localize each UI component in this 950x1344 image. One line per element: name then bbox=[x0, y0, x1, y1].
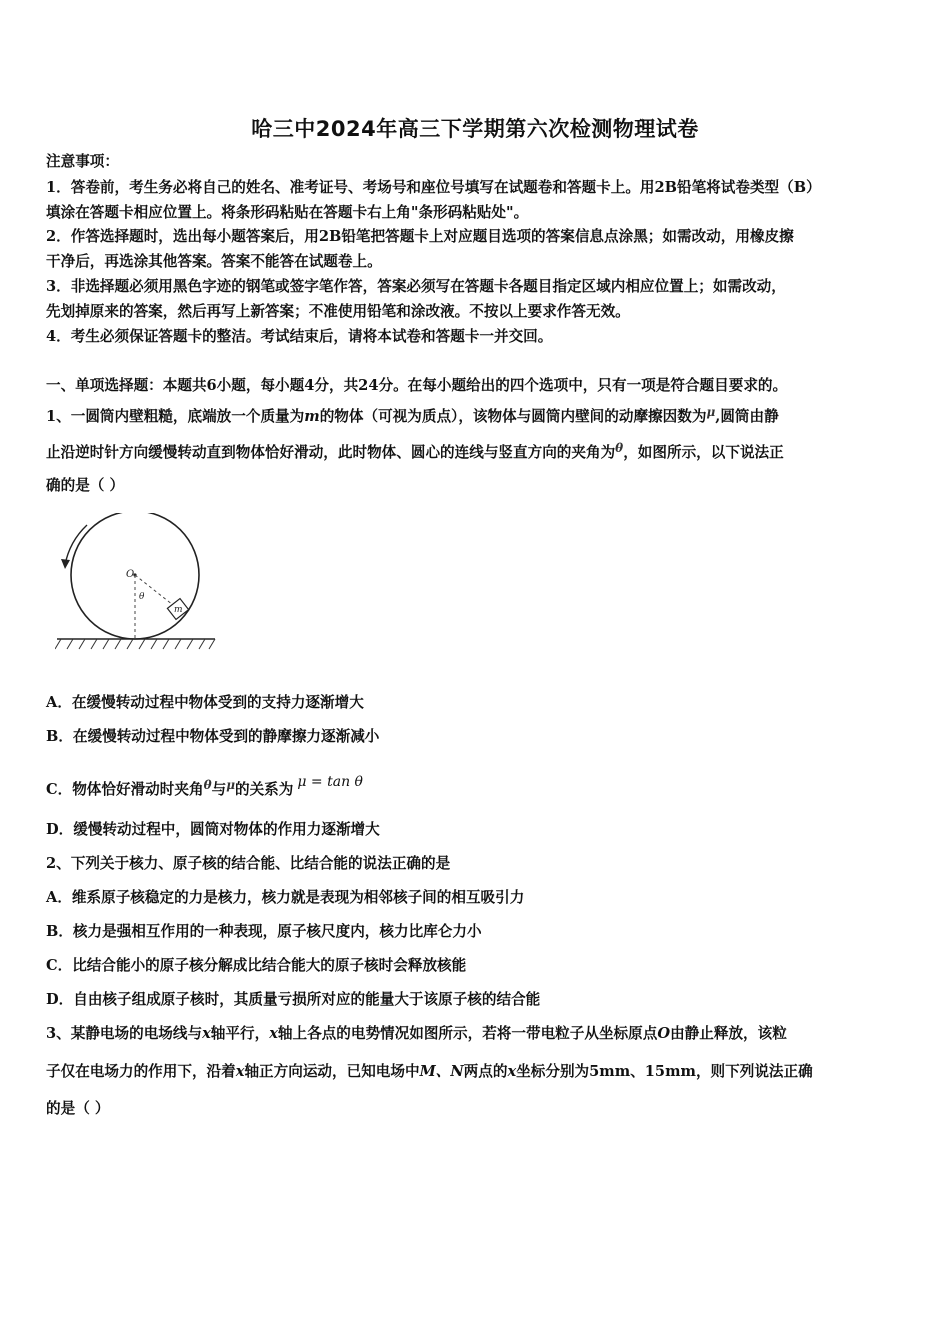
cylinder-figure bbox=[55, 513, 225, 653]
label-O: O bbox=[126, 569, 135, 580]
q2-option-c: C．比结合能小的原子核分解成比结合能大的原子核时会释放核能 bbox=[46, 957, 467, 974]
notice-line: 填涂在答题卡相应位置上。将条形码粘贴在答题卡右上角"条形码粘贴处"。 bbox=[46, 204, 529, 221]
stem-text: 轴正方向运动，已知电场中 bbox=[244, 1063, 420, 1080]
formula: μ = tan θ bbox=[297, 774, 363, 790]
stem-text: ,圆筒由静 bbox=[715, 408, 779, 425]
question-1-stem bbox=[46, 439, 784, 462]
symbol-O: O bbox=[657, 1025, 671, 1042]
symbol-x: x bbox=[202, 1025, 211, 1042]
symbol-theta: θ bbox=[615, 441, 624, 455]
stem-text: ，如图所示，以下说法正 bbox=[623, 444, 784, 461]
notice-line: 4．考生必须保证答题卡的整洁。考试结束后，请将本试卷和答题卡一并交回。 bbox=[46, 328, 553, 345]
q1-option-d: D．缓慢转动过程中，圆筒对物体的作用力逐渐增大 bbox=[46, 821, 380, 838]
symbol-m: m bbox=[304, 408, 320, 425]
question-3-stem: 的是（ ） bbox=[46, 1100, 110, 1117]
q1-option-b: B．在缓慢转动过程中物体受到的静摩擦力逐渐减小 bbox=[46, 728, 380, 745]
label-m: m bbox=[174, 605, 183, 615]
ground-hatch bbox=[55, 639, 215, 649]
stem-text: 止沿逆时针方向缓慢转动直到物体恰好滑动，此时物体、圆心的连线与竖直方向的夹角为 bbox=[46, 444, 616, 461]
page-title: 哈三中2024年高三下学期第六次检测物理试卷 bbox=[251, 117, 699, 141]
symbol-mu: μ bbox=[706, 405, 716, 419]
symbol-x: x bbox=[269, 1025, 278, 1042]
q1-option-c bbox=[46, 773, 363, 799]
section-heading: 一、单项选择题：本题共6小题，每小题4分，共24分。在每小题给出的四个选项中，只有一项是符合题目要求的。 bbox=[46, 377, 788, 394]
stem-text: 轴上各点的电势情况如图所示，若将一带电粒子从坐标原点 bbox=[277, 1025, 658, 1042]
symbol-theta: θ bbox=[203, 778, 212, 792]
q1-option-a: A．在缓慢转动过程中物体受到的支持力逐渐增大 bbox=[46, 694, 364, 711]
stem-text: 的物体（可视为质点），该物体与圆筒内壁间的动摩擦因数为 bbox=[319, 408, 707, 425]
symbol-mu: μ bbox=[226, 778, 235, 792]
question-3-stem bbox=[46, 1063, 813, 1081]
question-2-stem: 2、下列关于核力、原子核的结合能、比结合能的说法正确的是 bbox=[46, 855, 451, 872]
q2-option-d: D．自由核子组成原子核时，其质量亏损所对应的能量大于该原子核的结合能 bbox=[46, 991, 541, 1008]
notice-line: 2．作答选择题时，选出每小题答案后，用2B铅笔把答题卡上对应题目选项的答案信息点涂黑；如需改动，用橡皮擦 bbox=[46, 228, 794, 245]
stem-text: 1、一圆筒内壁粗糙，底端放一个质量为 bbox=[46, 408, 305, 425]
label-theta: θ bbox=[139, 592, 145, 602]
symbol-x: x bbox=[507, 1063, 517, 1080]
notice-heading: 注意事项： bbox=[46, 153, 119, 170]
question-1-stem: 确的是（ ） bbox=[46, 477, 125, 494]
arrow-head-icon bbox=[61, 559, 70, 569]
notice-line: 干净后，再选涂其他答案。答案不能答在试题卷上。 bbox=[46, 253, 382, 270]
stem-text: 子仅在电场力的作用下，沿着 bbox=[46, 1063, 236, 1080]
option-text: C．物体恰好滑动时夹角 bbox=[46, 781, 204, 798]
symbol-x: x bbox=[235, 1063, 245, 1080]
stem-text: 坐标分别为5mm、15mm，则下列说法正确 bbox=[516, 1063, 813, 1080]
notice-line: 先划掉原来的答案，然后再写上新答案；不准使用铅笔和涂改液。不按以上要求作答无效。 bbox=[46, 303, 630, 320]
option-text: 的关系为 bbox=[234, 781, 294, 798]
symbol-MN: M、N bbox=[419, 1063, 464, 1080]
notice-line: 1．答卷前，考生务必将自己的姓名、准考证号、考场号和座位号填写在试题卷和答题卡上。用2B铅笔将试卷类型（B） bbox=[46, 179, 821, 196]
rotation-arrow bbox=[65, 525, 87, 565]
stem-text: 两点的 bbox=[463, 1063, 508, 1080]
stem-text: 轴平行， bbox=[210, 1025, 270, 1042]
stem-text: 由静止释放，该粒 bbox=[670, 1025, 787, 1042]
q2-option-a: A．维系原子核稳定的力是核力，核力就是表现为相邻核子间的相互吸引力 bbox=[46, 889, 525, 906]
notice-line: 3．非选择题必须用黑色字迹的钢笔或签字笔作答，答案必须写在答题卡各题目指定区域内相应位置上；如需改动， bbox=[46, 278, 786, 295]
question-1-stem bbox=[46, 403, 779, 426]
q2-option-b: B．核力是强相互作用的一种表现，原子核尺度内，核力比库仑力小 bbox=[46, 923, 482, 940]
option-text: 与 bbox=[211, 781, 227, 798]
question-3-stem bbox=[46, 1025, 787, 1043]
stem-text: 3、某静电场的电场线与 bbox=[46, 1025, 203, 1042]
